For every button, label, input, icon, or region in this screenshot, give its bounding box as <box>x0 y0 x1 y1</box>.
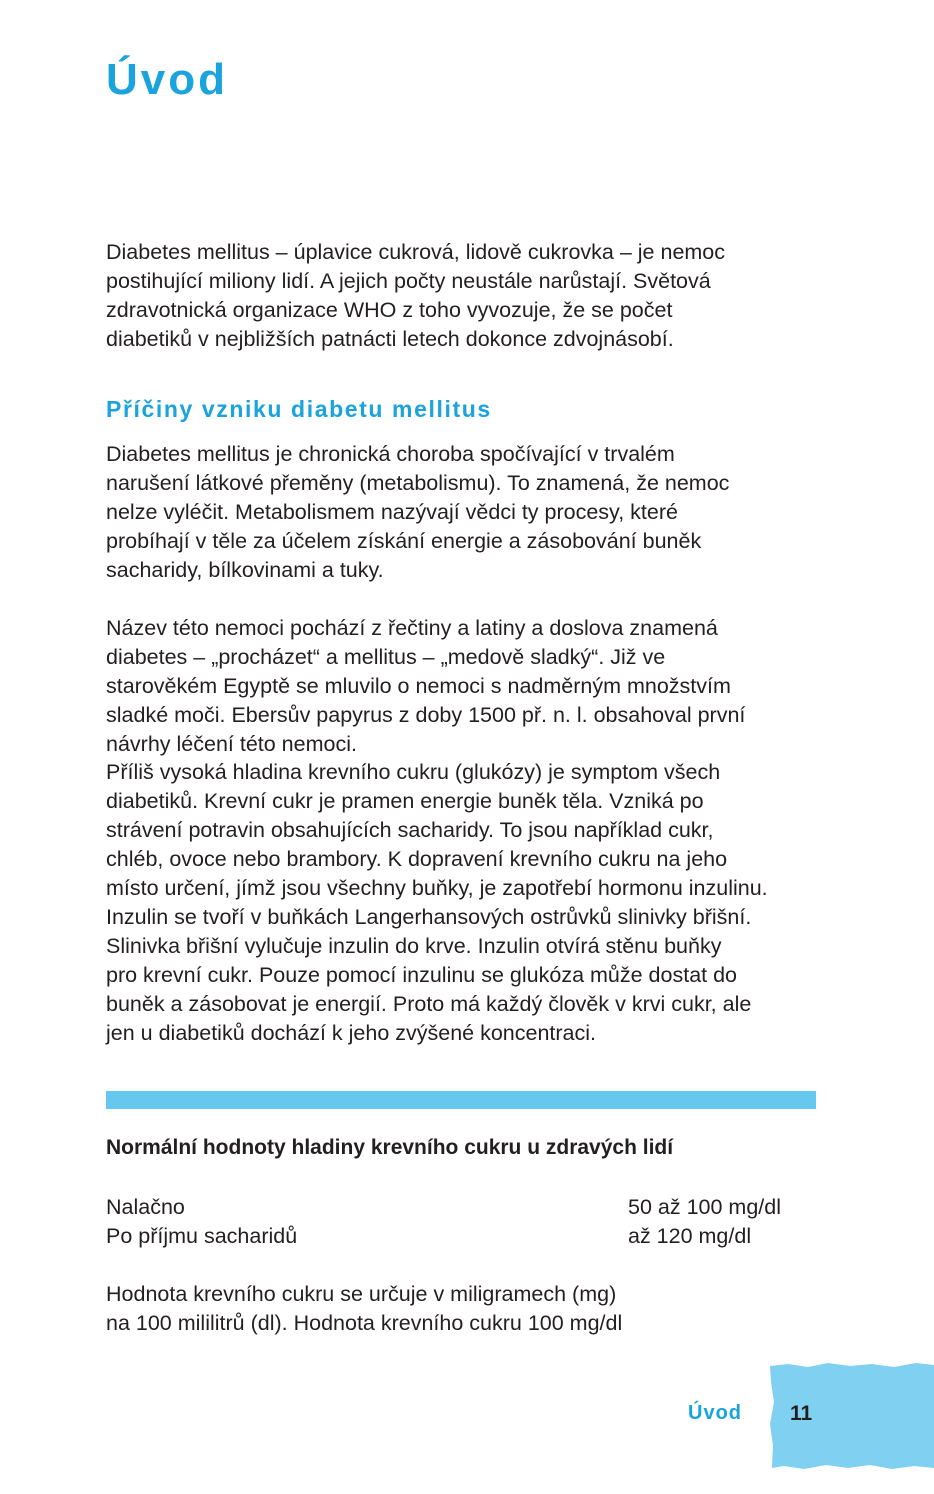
value-row-value: 50 až 100 mg/dl <box>628 1195 781 1219</box>
info-box-note: Hodnota krevního cukru se určuje v miligramech (mg) na 100 mililitrů (dl). Hodnota krevního cukru 100 mg/dl <box>106 1282 623 1335</box>
info-box-title: Normální hodnoty hladiny krevního cukru u zdravých lidí <box>106 1136 674 1159</box>
page-number: 11 <box>790 1402 813 1425</box>
value-row-value: až 120 mg/dl <box>628 1224 752 1248</box>
value-row-label: Po příjmu sacharidů <box>106 1224 298 1248</box>
page-title: Úvod <box>106 55 228 104</box>
value-row-label: Nalačno <box>106 1195 185 1219</box>
page-number-tab <box>768 1362 934 1470</box>
footer-section-label: Úvod <box>688 1402 742 1424</box>
section-paragraph-1: Diabetes mellitus je chronická choroba spočívající v trvalém narušení látkové přeměny (metabolismu). To znamená, že nemoc nelze vyléčit. Metabolismem nazývají vědci ty procesy, které probíhají v těle za účelem získání energie a zásobování buněk sacharidy, bílkovinami a tuky. <box>106 442 730 582</box>
section-paragraph-3: Příliš vysoká hladina krevního cukru (glukózy) je symptom všech diabetiků. Krevní cukr je pramen energie buněk těla. Vzniká po strávení potravin obsahujících sacharidy. To jsou například cukr, chléb, ovoce nebo brambory. K dopravení krevního cukru na jeho místo určení, jímž jsou všechny buňky, je zapotřebí hormonu inzulinu. Inzulin se tvoří v buňkách Langerhansových ostrůvků slinivky břišní. Slinivka břišní vylučuje inzulin do krve. Inzulin otvírá stěnu buňky pro krevní cukr. Pouze pomocí inzulinu se glukóza může dostat do buněk a zásobovat je energií. Proto má každý člověk v krvi cukr, ale jen u diabetiků dochází k jeho zvýšené koncentraci. <box>106 760 768 1045</box>
section-paragraph-2: Název této nemoci pochází z řečtiny a latiny a doslova znamená diabetes – „procházet“ a mellitus – „medově sladký“. Již ve starověkém Egyptě se mluvilo o nemoci s nadměrným množstvím sladké moči. Ebersův papyrus z doby 1500 př. n. l. obsahoval první návrhy léčení této nemoci. <box>106 616 746 756</box>
info-box-divider <box>106 1091 816 1109</box>
intro-paragraph: Diabetes mellitus – úplavice cukrová, lidově cukrovka – je nemoc postihující miliony lidí. A jejich počty neustále narůstají. Světová zdravotnická organizace WHO z toho vyvozuje, že se počet diabetiků v nejbližších patnácti letech dokonce zdvojnásobí. <box>106 240 726 351</box>
section-heading: Příčiny vzniku diabetu mellitus <box>106 396 492 422</box>
